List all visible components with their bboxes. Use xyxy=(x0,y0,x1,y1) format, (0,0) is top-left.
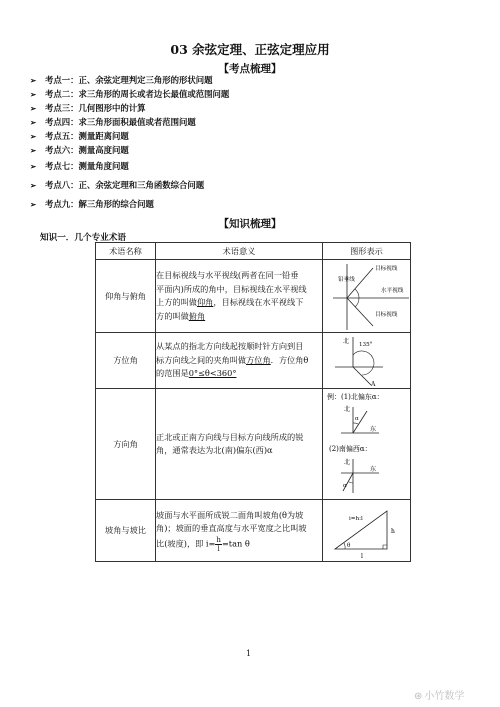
term-meaning: 在目标视线与水平视线(两者在同一铅垂 平面内)所成的角中，目标视线在水平视线 上方的叫做仰角，目标视线在水平视线下 方的叫做俯角 xyxy=(156,260,323,333)
example-2-label: (2)南偏西α： xyxy=(329,445,372,453)
horizontal-line-label: 水平视线 xyxy=(381,288,404,294)
page-title: 03 余弦定理、正弦定理应用 xyxy=(170,42,330,57)
table-row xyxy=(96,500,411,562)
zhishi-heading: 【知识梳理】 xyxy=(218,218,282,230)
target-line-label: 目标视线 xyxy=(375,312,398,318)
angle-label: 135° xyxy=(359,342,373,348)
point-label: A xyxy=(371,381,376,388)
table-row xyxy=(96,333,411,389)
watermark-logo-icon: ⊛ xyxy=(414,691,423,702)
list-item: ➢ 考点五：测量距离问题 xyxy=(30,131,129,141)
slope-ratio-label: i=h:l xyxy=(349,515,363,522)
list-item: ➢ 考点二：求三角形的周长或者边长最值或范围问题 xyxy=(30,89,230,99)
arrow-icon: ➢ xyxy=(30,132,37,141)
term-meaning: 从某点的指北方向线起按顺时针方向到目 标方向线之间的夹角叫做方位角．方位角θ 的范围是0°≤θ<360° xyxy=(156,333,323,389)
column-header: 图形表示 xyxy=(323,243,411,260)
example-1-label: (1)北偏东α： xyxy=(341,393,384,401)
arrow-icon: ➢ xyxy=(30,200,37,209)
watermark: ⊛ 小竹数学 xyxy=(414,691,465,702)
arrow-icon: ➢ xyxy=(30,162,37,171)
list-item: ➢ 考点八：正、余弦定理和三角函数综合问题 xyxy=(30,180,205,190)
terms-table xyxy=(95,242,411,562)
alpha-label: α xyxy=(343,483,347,489)
term-name: 仰角与俯角 xyxy=(96,260,156,333)
list-item: ➢ 考点九：解三角形的综合问题 xyxy=(30,199,154,209)
table-header-row xyxy=(96,243,411,260)
elevation-depression-figure xyxy=(323,260,411,332)
term-name: 坡角与坡比 xyxy=(96,500,156,562)
east-label: 东 xyxy=(370,426,377,433)
page-number: 1 xyxy=(246,649,252,658)
list-item: ➢ 考点四：求三角形面积最值或者范围问题 xyxy=(30,117,196,127)
term-keyword: 方位角 xyxy=(246,354,271,365)
fraction: $\frac{h}{l}$ xyxy=(216,535,221,553)
figure-cell xyxy=(323,333,411,389)
list-item: ➢ 考点一：正、余弦定理判定三角形的形状问题 xyxy=(30,75,213,85)
term-keyword: 仰角 xyxy=(196,297,214,307)
width-label: l xyxy=(361,552,363,560)
arrow-icon: ➢ xyxy=(30,104,37,113)
direction-angle-figure xyxy=(323,389,411,499)
column-header: 术语意义 xyxy=(156,243,323,260)
term-meaning: 坡面与水平面所成锐二面角叫坡角(θ为坡 角)；坡面的垂直高度与水平宽度之比叫坡 比(坡度)，即 i= $\frac{h}{l}$ =tan θ xyxy=(156,500,323,562)
arrow-icon: ➢ xyxy=(30,146,37,155)
list-item: ➢ 考点三：几何图形中的计算 xyxy=(30,103,146,113)
north-label: 北 xyxy=(344,459,351,466)
table-row xyxy=(96,389,411,500)
list-item: ➢ 考点七：测量角度问题 xyxy=(30,161,129,171)
example-label: 例： xyxy=(327,393,341,401)
plumb-line-label: 铅垂线 xyxy=(338,277,355,283)
east-label: 东 xyxy=(370,466,377,473)
zhishi-subheading: 知识一．几个专业术语 xyxy=(40,233,126,243)
table-row xyxy=(96,260,411,333)
column-header: 术语名称 xyxy=(96,243,156,260)
arrow-icon: ➢ xyxy=(30,181,37,190)
theta-label: θ xyxy=(347,542,351,549)
north-label: 北 xyxy=(344,406,351,413)
term-name: 方位角 xyxy=(96,333,156,389)
kaodian-heading: 【考点梳理】 xyxy=(218,63,282,75)
term-name: 方向角 xyxy=(96,389,156,500)
alpha-label: α xyxy=(355,416,359,422)
term-keyword: 0°≤θ<360° xyxy=(188,368,237,379)
list-item: ➢ 考点六：测量高度问题 xyxy=(30,145,129,155)
term-keyword: 俯角 xyxy=(188,310,206,321)
azimuth-figure xyxy=(323,333,411,388)
arrow-icon: ➢ xyxy=(30,76,37,85)
figure-cell xyxy=(323,260,411,333)
arrow-icon: ➢ xyxy=(30,118,37,127)
target-line-label: 目标视线 xyxy=(375,266,398,272)
term-meaning: 正北或正南方向线与目标方向线所成的锐 角，通常表达为北(南)偏东(西)α xyxy=(156,389,323,500)
north-label: 北 xyxy=(343,338,350,345)
figure-cell xyxy=(323,389,411,500)
slope-figure xyxy=(323,501,411,561)
arrow-icon: ➢ xyxy=(30,90,37,99)
height-label: h xyxy=(391,527,395,535)
figure-cell xyxy=(323,500,411,562)
